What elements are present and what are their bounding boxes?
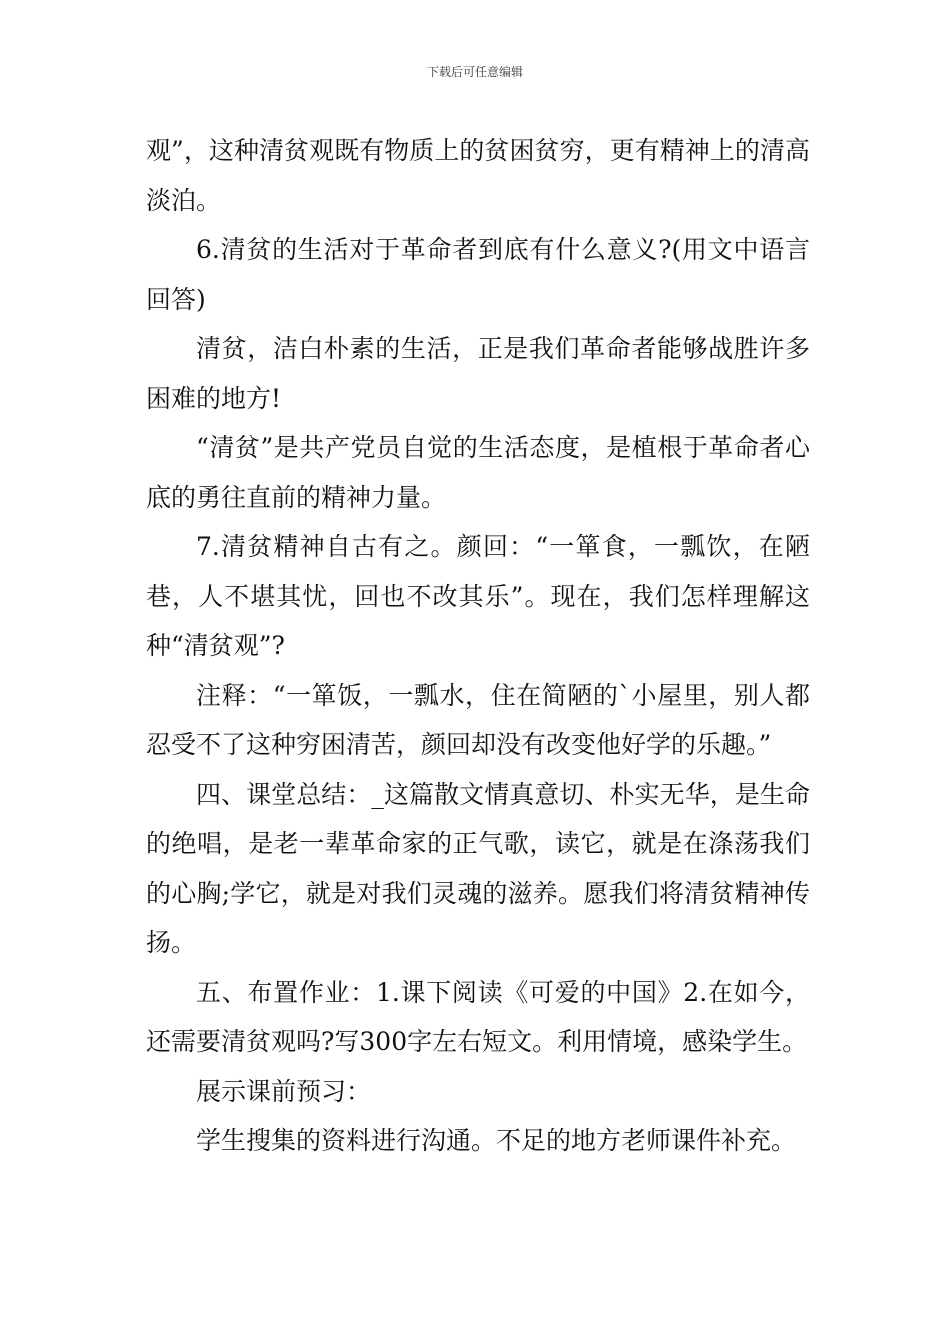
paragraph-8: 五、布置作业：1.课下阅读《可爱的中国》2.在如今，还需要清贫观吗?写300字左右短文。利用情境，感染学生。 (146, 977, 810, 1056)
paragraph-2: 6.清贫的生活对于革命者到底有什么意义?(用文中语言回答) (146, 235, 810, 314)
paragraph-3: 清贫，洁白朴素的生活，正是我们革命者能够战胜许多困难的地方! (146, 334, 810, 413)
paragraph-4: “清贫”是共产党员自觉的生活态度，是植根于革命者心底的勇往直前的精神力量。 (146, 433, 810, 512)
page-header: 下载后可任意编辑 (426, 65, 523, 79)
paragraph-10: 学生搜集的资料进行沟通。不足的地方老师课件补充。 (196, 1126, 797, 1155)
paragraph-5: 7.清贫精神自古有之。颜回：“一箪食，一瓢饮，在陋巷，人不堪其忧，回也不改其乐”。现在，我们怎样理解这种“清贫观”? (146, 532, 810, 660)
paragraph-9: 展示课前预习： (196, 1076, 372, 1106)
paragraph-1: 观”，这种清贫观既有物质上的贫困贫穷，更有精神上的清高淡泊。 (146, 136, 810, 215)
document-body (146, 126, 810, 1166)
paragraph-6: 注释：“一箪饭，一瓢水，住在简陋的`小屋里，别人都忍受不了这种穷困清苦，颜回却没有改变他好学的乐趣。” (146, 680, 810, 759)
paragraph-7: 四、课堂总结：_这篇散文情真意切、朴实无华，是生命的绝唱，是老一辈革命家的正气歌，读它，就是在涤荡我们的心胸;学它，就是对我们灵魂的滋养。愿我们将清贫精神传扬。 (146, 779, 810, 957)
